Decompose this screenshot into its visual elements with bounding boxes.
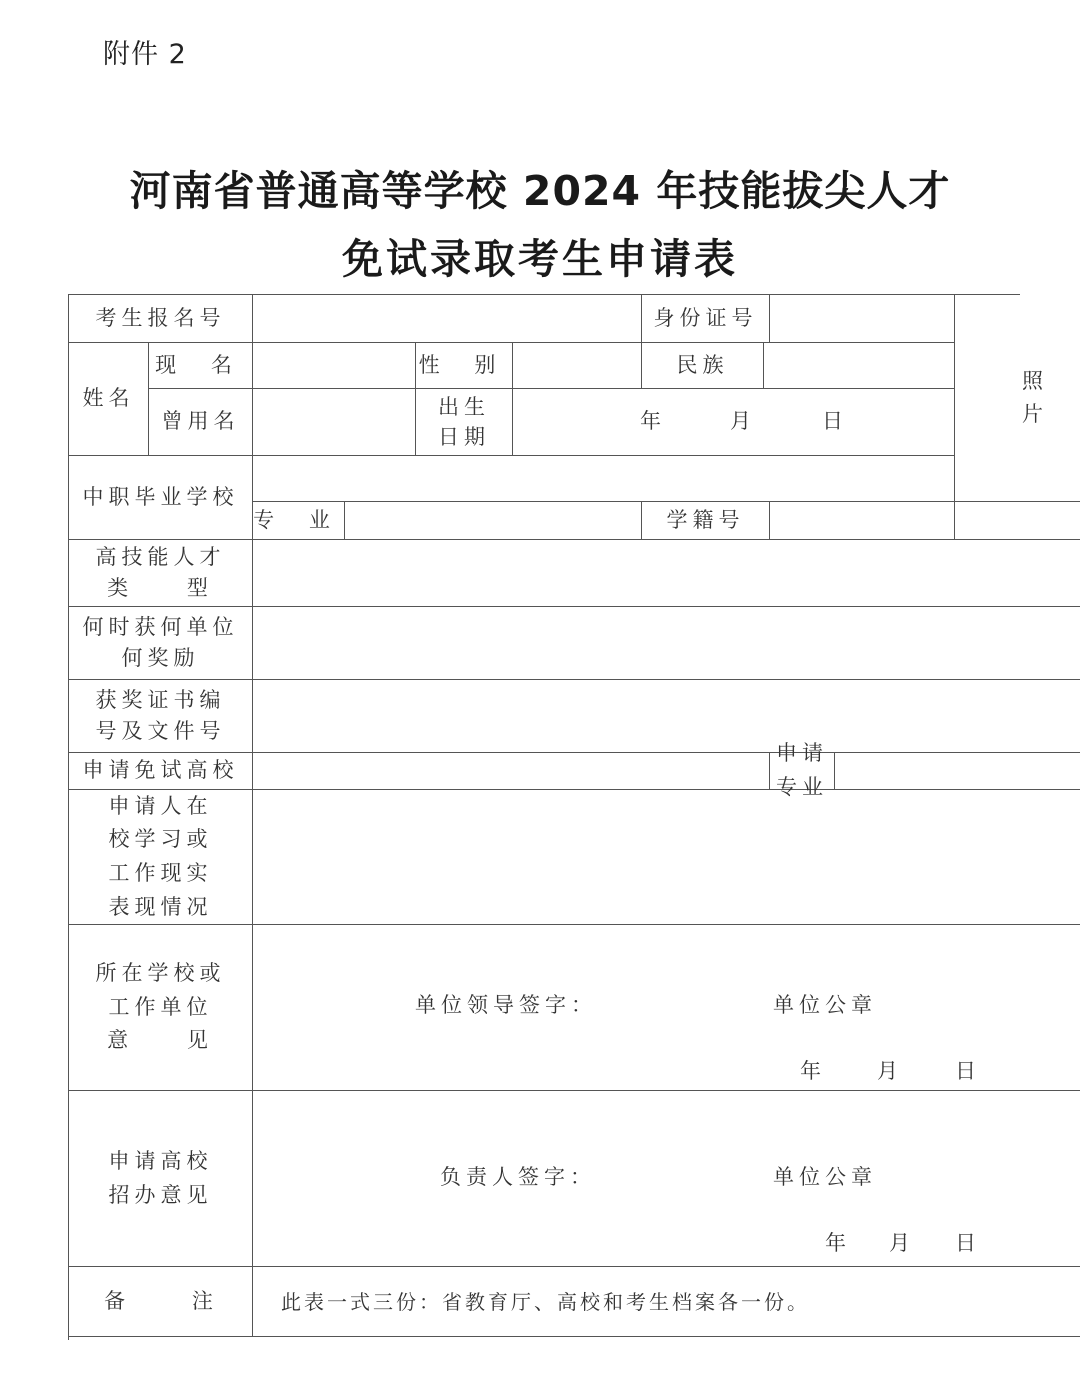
former-name-field[interactable] [253,389,416,456]
performance-label-2: 校学习或 [108,827,213,852]
major-field[interactable] [345,502,642,540]
certificate-field[interactable] [253,680,1080,753]
performance-label-4: 表现情况 [108,894,213,919]
former-name-label: 曾用名 [149,389,253,456]
award-label [69,607,253,680]
college-opinion-label-1: 申请高校 [108,1148,213,1173]
student-no-label: 学籍号 [642,502,770,540]
birth-label-1: 出生 [438,394,490,419]
gender-field[interactable] [513,343,642,389]
unit-opinion-year: 年 [800,1059,821,1083]
unit-seal-label: 单位公章 [773,993,877,1017]
college-opinion-day: 日 [955,1231,976,1255]
id-number-field[interactable] [770,295,955,343]
apply-school-label: 申请免试高校 [69,753,253,790]
current-name-field[interactable] [253,343,416,389]
apply-major-field[interactable] [835,753,1080,790]
photo-label-1: 照 [1022,369,1043,394]
leader-sign-label: 单位领导签字： [415,993,597,1017]
college-seal-label: 单位公章 [773,1165,877,1189]
birth-year-label: 年 [640,409,661,434]
remark-text: 此表一式三份：省教育厅、高校和考生档案各一份。 [253,1267,1080,1337]
vocational-school-field[interactable] [253,456,955,502]
exam-no-field[interactable] [253,295,642,343]
performance-field[interactable] [253,790,1080,925]
certificate-label-1: 获奖证书编 [95,687,226,712]
ethnicity-label: 民族 [642,343,764,389]
application-form-table [68,294,1043,1340]
photo-box-bottom [955,502,1080,540]
id-number-label: 身份证号 [642,295,770,343]
talent-type-label [69,540,253,607]
award-label-1: 何时获何单位 [82,614,239,639]
birth-label-2: 日期 [438,425,490,449]
unit-opinion-day: 日 [955,1059,976,1083]
student-no-field[interactable] [770,502,955,540]
remark-label: 备 注 [69,1267,253,1337]
college-opinion-year: 年 [825,1231,846,1255]
college-opinion-field[interactable] [253,1091,1080,1267]
certificate-label [69,680,253,753]
ethnicity-field[interactable] [764,343,955,389]
college-opinion-month: 月 [889,1231,910,1255]
unit-opinion-month: 月 [877,1059,898,1083]
certificate-label-2: 号及文件号 [95,719,226,743]
form-title-line2: 免试录取考生申请表 [342,235,738,283]
exam-no-label: 考生报名号 [69,295,253,343]
college-opinion-label [69,1091,253,1267]
birth-date-field[interactable] [513,389,955,456]
unit-opinion-label-3: 意 见 [107,1028,234,1053]
talent-type-label-1: 高技能人才 [95,544,226,569]
award-label-2: 何奖励 [121,646,200,670]
apply-major-label: 申请专业 [770,753,835,790]
performance-label [69,790,253,925]
apply-school-field[interactable] [253,753,770,790]
photo-box[interactable] [955,295,1080,502]
birth-day-label: 日 [822,409,843,434]
photo-label-2: 片 [1022,402,1043,426]
performance-label-3: 工作现实 [108,861,213,885]
unit-opinion-label-1: 所在学校或 [95,961,226,986]
talent-type-label-2: 类 型 [107,576,234,600]
current-name-label: 现 名 [149,343,253,389]
award-field[interactable] [253,607,1080,680]
talent-type-field[interactable] [253,540,1080,607]
form-title-line1: 河南省普通高等学校 2024 年技能拔尖人才 [129,167,951,215]
unit-opinion-field[interactable] [253,925,1080,1091]
vocational-school-label: 中职毕业学校 [69,456,253,540]
unit-opinion-label-2: 工作单位 [108,994,213,1019]
birth-date-label [416,389,513,456]
college-opinion-label-2: 招办意见 [108,1182,213,1207]
major-label: 专 业 [253,502,345,540]
name-label: 姓名 [69,343,149,456]
performance-label-1: 申请人在 [108,793,213,818]
birth-month-label: 月 [730,409,751,434]
gender-label: 性 别 [416,343,513,389]
responsible-sign-label: 负责人签字： [440,1165,596,1189]
attachment-label: 附件 2 [103,39,187,70]
unit-opinion-label [69,925,253,1091]
